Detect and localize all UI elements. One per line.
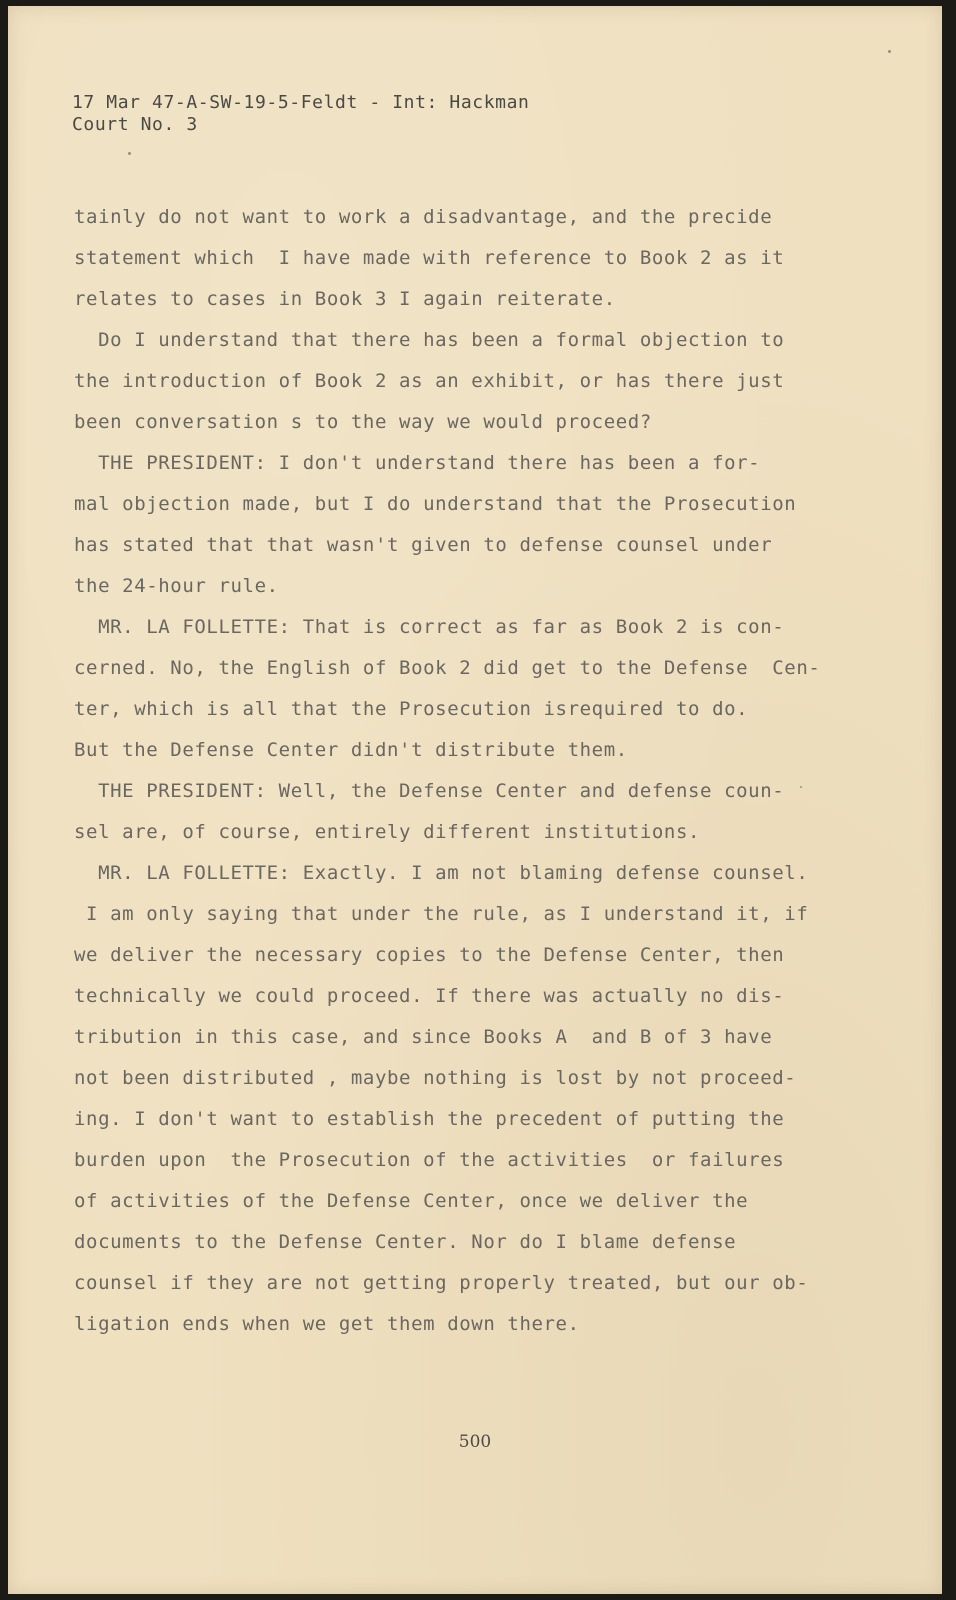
- body-line: I am only saying that under the rule, as I understand it, if: [74, 903, 809, 925]
- body-line: we deliver the necessary copies to the Defense Center, then: [74, 944, 785, 966]
- header-court-number: Court No. 3: [72, 114, 198, 135]
- body-line: MR. LA FOLLETTE: Exactly. I am not blaming defense counsel.: [74, 862, 809, 884]
- body-line: THE PRESIDENT: Well, the Defense Center and defense coun-: [74, 780, 785, 802]
- body-line: tainly do not want to work a disadvantage, and the precide: [74, 206, 773, 228]
- paper-speck: [128, 152, 131, 155]
- document-page: [8, 6, 942, 1594]
- body-line: ligation ends when we get them down there.: [74, 1313, 580, 1335]
- body-line: has stated that that wasn't given to defense counsel under: [74, 534, 773, 556]
- body-line: ing. I don't want to establish the precedent of putting the: [74, 1108, 785, 1130]
- body-line: relates to cases in Book 3 I again reiterate.: [74, 288, 616, 310]
- body-line: cerned. No, the English of Book 2 did get to the Defense Cen-: [74, 657, 821, 679]
- body-line: the introduction of Book 2 as an exhibit, or has there just: [74, 370, 785, 392]
- body-line: burden upon the Prosecution of the activities or failures: [74, 1149, 785, 1171]
- body-line: sel are, of course, entirely different institutions.: [74, 821, 701, 843]
- body-line: mal objection made, but I do understand that the Prosecution: [74, 493, 797, 515]
- body-line: MR. LA FOLLETTE: That is correct as far as Book 2 is con-: [74, 616, 785, 638]
- body-line: Do I understand that there has been a formal objection to: [74, 329, 785, 351]
- body-line: tribution in this case, and since Books A and B of 3 have: [74, 1026, 773, 1048]
- body-line: been conversation s to the way we would proceed?: [74, 411, 652, 433]
- paper-speck: [800, 786, 802, 788]
- body-line: of activities of the Defense Center, once we deliver the: [74, 1190, 749, 1212]
- page-number: 500: [458, 1432, 492, 1452]
- body-line: counsel if they are not getting properly treated, but our ob-: [74, 1272, 809, 1294]
- body-line: technically we could proceed. If there was actually no dis-: [74, 985, 785, 1007]
- body-line: documents to the Defense Center. Nor do I blame defense: [74, 1231, 737, 1253]
- body-line: THE PRESIDENT: I don't understand there has been a for-: [74, 452, 761, 474]
- body-line: the 24-hour rule.: [74, 575, 279, 597]
- body-line: statement which I have made with reference to Book 2 as it: [74, 247, 785, 269]
- body-line: But the Defense Center didn't distribute them.: [74, 739, 628, 761]
- body-line: not been distributed , maybe nothing is lost by not proceed-: [74, 1067, 797, 1089]
- header-case-reference: 17 Mar 47-A-SW-19-5-Feldt - Int: Hackman: [72, 92, 530, 113]
- paper-speck: [888, 50, 891, 53]
- body-line: ter, which is all that the Prosecution isrequired to do.: [74, 698, 749, 720]
